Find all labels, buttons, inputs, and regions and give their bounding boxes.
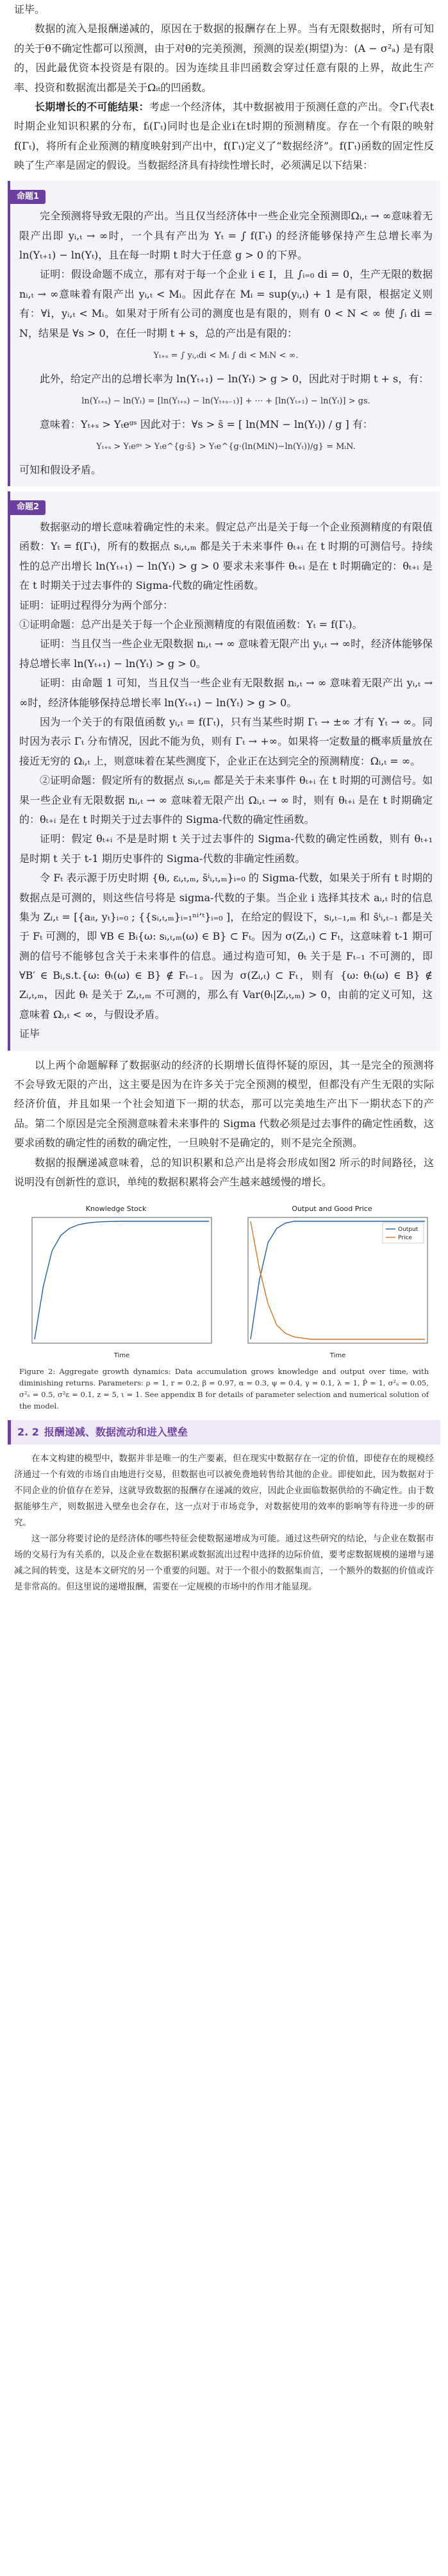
knowledge-stock-chart (14, 1201, 218, 1362)
prop1-formula-1: Yₜ₊ₛ = ∫ yᵢ,ₜdi < Mᵢ ∫ di < MᵢN < ∞. (153, 351, 299, 361)
prop2-proof-f: ②证明命题：假定所有的数据点 sᵢ,ₜ,ₘ 都是关于未来事件 θₜ₊ᵢ 在 t 时期的可测信号。如果一些企业有无限数据 nᵢ,ₜ → ∞ 意味着无限产出 Ωᵢ,ₜ → ∞ 时，则有 θₜ₊ᵢ 是在 t 时期确定的：θₜ₊ᵢ 是在 t 时期关于过去事件的 Sigma-代数的确定性函数。 (19, 774, 433, 826)
section-paragraph-2: 这一部分将要讨论的是经济体的哪些特征会使数据递增成为可能。通过这些研究的结论，与企业在数据市场的交易行为有关系的，以及企业在数据积累或数据流出过程中选择的边际价值，要考虑数据规模的递增与递减之间的转变，这是本文研究的另一个重要的问题。对于一个很小的数据集而言，一个额外的数据的价值或许是非常高的。但这里说的递增报酬，需要在一定规模的市场中的作用才能显现。 (14, 1533, 434, 1592)
chart-xlabel-0: Time (113, 1352, 130, 1360)
chart-xlabel-1: Time (329, 1352, 346, 1360)
output-price-chart (230, 1201, 434, 1362)
prop1-formula-3: Yₜ₊ₛ > Yₜeᵍˢ > Yₜe^{g·s̄} > Yₜe^{g·(ln(MiN)−ln(Yₜ))/g} = MᵢN. (96, 442, 356, 452)
proposition-1-box (8, 181, 440, 487)
prop1-proof-1: 证明：假设命题不成立，那有对于每一个企业 i ∈ I，且 ∫ᵢ₌₀ di = 0，生产无限的数据 nᵢ,ₜ → ∞意味着有限产出 yᵢ,ₜ < Mᵢ。因此存在 Mᵢ = sup(yᵢ,ₜ) + 1 是有限，根据定义则有：∀i，yᵢ,ₜ < Mᵢ。如果对于所有公司的测度也是有限的，则有 0 < N < ∞ 使 ∫ᵢ di = N，结果是 ∀s > 0，在任一时期 t + s，总的产出是有限的： (19, 268, 433, 339)
prop2-statement: 数据驱动的增长意味着确定性的未来。假定总产出是关于每一个企业预测精度的有限值函数：Yₜ = f(Γₜ)，所有的数据点 sᵢ,ₜ,ₘ 都是关于未来事件 θₜ₊ᵢ 在 t 时期的可测信号。持续性的总产出增长 ln(Yₜ₊₁) − ln(Yₜ) > g > 0 要求未来事件 θₜ₊ᵢ 是在 t 时期确定的：θₜ₊ᵢ 是在 t 时期关于过去事件的 Sigma-代数的确定性函数。 (19, 521, 433, 592)
intro-paragraph-2-body: 考虑一个经济体，其中数据被用于预测任意的产出。令Γₜ代表t时期企业知识积累的分布，fᵢ(Γₜ)同时也是企业i在t时期的预测精度。存在一个有限的映射 f(Γₜ)，将所有企业预测的精度映射到产出中，f(Γₜ)定义了“数据经济”。f(Γₜ)函数的固定性反映了生产率是固定的假设。当数据经济具有持续性增长时，必须满足以下结果： (14, 100, 434, 172)
prop1-formula-2: ln(Yₜ₊ₛ) − ln(Yₜ) = [ln(Yₜ₊ₛ) − ln(Yₜ₊ₛ₋₁)] + ··· + [ln(Yₜ₊₁) − ln(Yₜ)] > gs. (81, 396, 370, 407)
summary-paragraph-2: 数据的报酬递减意味着，总的知识积累和总产出是将会形成如图2 所示的时间路径，这说明没有创新性的意识，单纯的数据积累将会产生越来越缓慢的增长。 (14, 1156, 434, 1188)
chart-title-1: Output and Good Price (292, 1205, 372, 1214)
prop2-proof-d: 证明：由命题 1 可知，当且仅当一些企业有无限数据 nᵢ,ₜ → ∞ 意味着无限产出 yᵢ,ₜ → ∞时，经济体能够保持总增长率 ln(Yₜ₊₁) − ln(Yₜ) > g > 0。 (19, 677, 433, 709)
figure-2 (14, 1201, 434, 1412)
section-header (8, 1420, 440, 1445)
prop1-proof-3: 意味着：Yₜ₊ₛ > Yₜeᵍˢ 因此对于：∀s > s̄ = [ ln(MN − ln(Yₜ)) / g ] 有： (40, 418, 373, 430)
proposition-1-label: 命题1 (10, 190, 46, 205)
prop2-proof-g: 证明：假定 θₜ₊ᵢ 不是是时期 t 关于过去事件的 Sigma-代数的确定性函数，则有 θₜ₊₁ 是时期 t 关于 t-1 期历史事件的 Sigma-代数的非确定性函数。 (19, 833, 433, 865)
intro-paragraph-1: 数据的流入是报酬递减的，原因在于数据的报酬存在上界。当有无限数据时，所有可知的关于θ不确定性都可以预测，由于对θ的完美预测，预测的误差(期望)为：(A − σ²ₐ) 是有限的，因此最优资本投资是有限的。因为连续且非凹函数会穿过任意有限的上界，故此生产率、投资和数据流出都是关于Ωᵢₜ的凹函数。 (14, 22, 434, 94)
legend-label-1: Price (398, 1235, 412, 1242)
intro-lead: 长期增长的不可能结果： (35, 100, 149, 113)
section-paragraph-1: 在本文构建的模型中，数据并非是唯一的生产要素，但在现实中数据存在一定的价值，即使存在的规模经济通过一个有效的市场自由地进行交易，但数据也可以被免费地转售给其他的企业。即使如此，因为数据对于不同企业的价值存在差异，这就导致数据的报酬存在递减的效应，因此企业面临数据供给的不确定性。由于数据能够生产，则数据进入壁垒也会存在，这一点对于市场竞争，对数据使用的效率的影响等有待进一步的研究。 (14, 1453, 434, 1528)
prop2-proof-h: 令 Fₜ 表示源于历史时期 {θᵢ, εᵢ,ₜ,ₘ, s̄ⁱᵢ,ₜ,ₘ}ᵢ₌₀ 的 Sigma-代数，如果关于所有 t 时期的数据点是可测的，则这些信号将是 sigma-代数的子集。当企业 i 选择其技术 aᵢ,ₜ 时的信息集为 Zᵢ,ₜ = [{aᵢₜ, yₜ}ᵢ₌₀ ; {{sᵢ,ₜ,ₘ}ᵢ₌₁ⁿⁱ’ᵗ}ᵢ₌₀ ]，在给定的假设下，sᵢ,ₜ₋₁,ₘ 和 s̄ⁱᵢ,ₜ₋₁ 都是关于 Fₜ 可测的，即 ∀B ∈ Bᵢ{ω: sᵢ,ₜ,ₘ(ω) ∈ B} ⊂ Fₜ。因为 σ(Zᵢ,ₜ) ⊂ Fₜ，这意味着 t-1 期可测的信号不能够包含关于未来事件的信息。通过构造可知，θₜ 关于是 Fₜ₋₁ 不可测的，即 ∀B′ ∈ Bᵢ,s.t.{ω: θₜ(ω) ∈ B} ∉ Fₜ₋₁。因为 σ(Zᵢ,ₜ) ⊂ Fₜ，则有 {ω: θₜ(ω) ∈ B} ∉ Zᵢ,ₜ,ₘ，因此 θₜ 是关于 Zᵢ,ₜ,ₘ 不可测的，那么有 Var(θₜ|Zᵢ,ₜ,ₘ) > 0，由前的定义可知，这意味着 Ωᵢ,ₜ < ∞，与假设矛盾。 (19, 872, 433, 1021)
summary-paragraph-1: 以上两个命题解释了数据驱动的经济的长期增长值得怀疑的原因，其一是完全的预测将不会导致无限的产出，这主要是因为在许多关于完全预测的模型，但都没有产生无限的实际经济价值，并且如果一个社会知道下一期的状态，那可以完美地生产出下一期状态下的产品。第二个原因是完全预测意味着未来事件的 Sigma 代数必须是过去事件的确定性函数，这要求函数的确定性的函数的确定性，一旦映射不是确定的，则不是完全预测。 (14, 1058, 434, 1149)
chart-title-0: Knowledge Stock (85, 1205, 147, 1214)
prop2-proof-c: 证明：当且仅当一些企业无限数据 nᵢ,ₜ → ∞ 意味着无限产出 yᵢ,ₜ → ∞时，经济体能够保持总增长率 ln(Yₜ₊₁) − ln(Yₜ) > g > 0。 (19, 638, 433, 670)
intro-paragraph-2 (14, 97, 434, 176)
proposition-2-box (8, 491, 440, 1050)
section-number: 2. 2 (17, 1425, 39, 1438)
prop2-proof-b: ①证明命题：总产出是关于每一个企业预测精度的有限值函数：Yₜ = f(Γₜ)。 (19, 618, 363, 631)
fragment-text: 证毕。 (14, 3, 46, 15)
legend-label-0: Output (398, 1226, 419, 1233)
proposition-2-label: 命题2 (10, 500, 46, 515)
prop1-proof-2: 此外，给定产出的总增长率为 ln(Yₜ₊₁) − ln(Yₜ) > g > 0，因此对于时期 t + s，有： (40, 372, 429, 385)
prop1-proof-4: 可知和假设矛盾。 (19, 463, 102, 476)
figure-caption: Figure 2: Aggregate growth dynamics: Data accumulation grows knowledge and output over time, with diminishing returns. Parameters: ρ = 1, r = 0.2, β = 0.97, α = 0.3, ψ = 0.4, γ = 0.1, λ = 1, P̄ = 1, σ²ₐ = 0.05, σ²ₑ = 0.5, σ²ε = 0.1, z = 5, ι = 1. See appendix B for details of parameter selection and numerical solution of the model. (19, 1367, 429, 1411)
prop2-proof-end: 证毕 (19, 1028, 40, 1040)
prop2-proof-e: 因为一个关于的有限值函数 yᵢ,ₜ = f(Γₜ)，只有当某些时期 Γₜ → ±∞ 才有 Yₜ → ∞。同时因为表示 Γₜ 分布情况，因此不能为负，则有 Γₜ → +∞。如果将一定数量的概率质量放在接近无穷的 Ωᵢ,ₜ 上，则意味着在某些测度下，企业正在达到完全的预测精度：Ωᵢ,ₜ = ∞。 (19, 715, 433, 767)
section-title: 报酬递减、数据流动和进入壁垒 (44, 1425, 188, 1438)
prop2-proof-a: 证明：证明过程得分为两个部分： (19, 598, 174, 611)
prop1-statement: 完全预测将导致无限的产出。当且仅当经济体中一些企业完全预测即Ωᵢ,ₜ → ∞意味着无限产出即 yᵢ,ₜ → ∞时，一个具有产出为 Yₜ = ∫ f(Γₜ) 的经济能够保持产生总增长率为 ln(Yₜ₊₁) − ln(Yₜ)，且在每一时期 t 时大于任意 g > 0 的下界。 (19, 210, 433, 262)
